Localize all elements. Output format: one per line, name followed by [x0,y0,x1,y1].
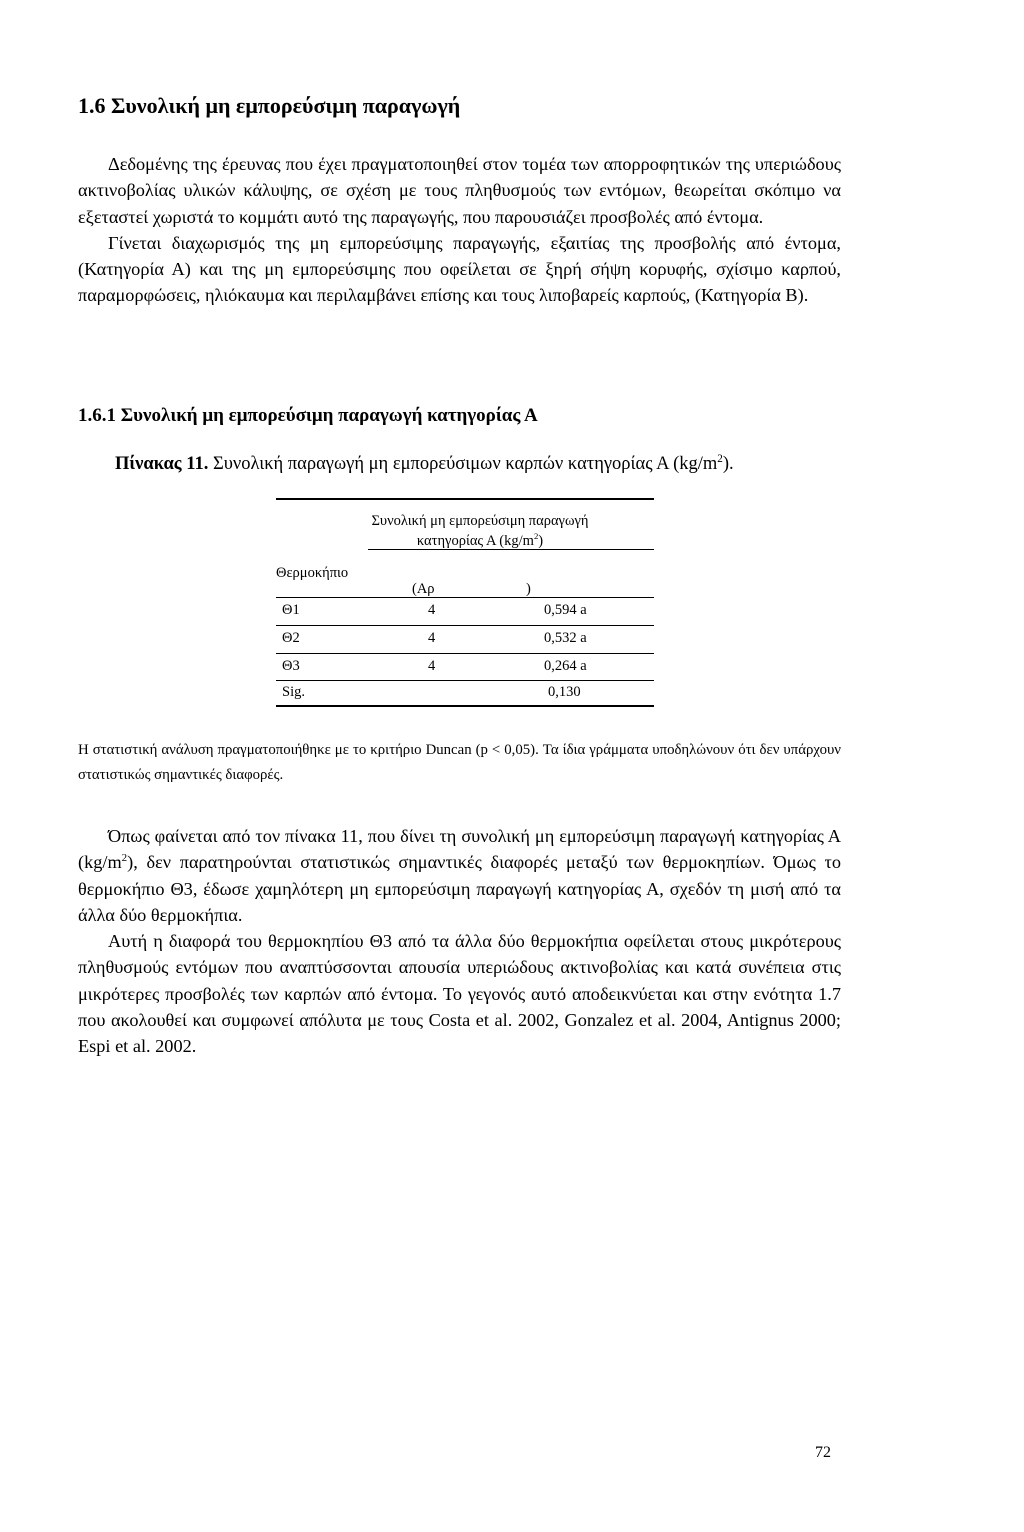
table-caption-sup: 2 [717,452,723,465]
table-caption-end: ). [722,454,734,474]
table-caption [115,452,734,474]
table-row-rule [276,625,654,626]
table-caption-label: Πίνακας 11. [115,454,209,474]
table-top-rule [276,498,654,500]
page-number: 72 [815,1444,831,1461]
table-row-value: 0,532 a [544,630,587,646]
intro-paragraph-1: Δεδομένης της έρευνας που έχει πραγματοποιηθεί στον τομέα των απορροφητικών της υπεριώδους ακτινοβολίας υλικών κάλυψης, σε σχέση με τους πληθυσμούς των εντόμων, θεωρείται σκόπιμο να εξεταστεί χωριστά το κομμάτι αυτό της παραγωγής, που παρουσιάζει προσβολές από έντομα. [78,154,841,227]
table-row-value: 0,594 a [544,602,587,618]
discussion-p1-end: ), δεν παρατηρούνται στατιστικώς σημαντικές διαφορές μεταξύ των θερμοκηπίων. Όμως το θερμοκήπιο Θ3, έδωσε χαμηλότερη μη εμπορεύσιμη παραγωγή κατηγορίας Α, σχεδόν τη μισή από τα άλλα δύο θερμοκήπια. [78,852,841,925]
table-bottom-rule [276,705,654,707]
table-row-header: Θερμοκήπιο [276,565,349,581]
table-row-rule [276,653,654,654]
table-header-line2-text: κατηγορίας Α (kg/m [416,533,534,549]
results-table [276,498,654,708]
table-header-line1: Συνολική μη εμπορεύσιμη παραγωγή [371,513,589,529]
table-row-value: 0,264 a [544,658,587,674]
table-row-label: Θ2 [282,630,300,646]
table-header-sup: 2 [533,531,539,542]
discussion-paragraph-1 [78,823,841,928]
table-sig-label: Sig. [282,684,305,700]
table-row-n: 4 [428,630,436,646]
table-header-line2 [306,531,654,549]
intro-text [78,151,841,309]
discussion-p1-sup: 2 [121,852,128,865]
subsection-title: 1.6.1 Συνολική μη εμπορεύσιμη παραγωγή κατηγορίας Α [78,405,538,426]
discussion-p1-text: Όπως φαίνεται από τον πίνακα 11, που δίνει τη συνολική μη εμπορεύσιμη παραγωγή κατηγορίας Α (kg/m [78,826,841,873]
table-row-label: Θ3 [282,658,300,674]
table-sig-value: 0,130 [548,684,581,700]
table-header-rule [368,549,654,550]
table-row-n: 4 [428,602,436,618]
table-row-rule [276,680,654,681]
table-row-n: 4 [428,658,436,674]
table-n-header-close: ) [526,581,531,597]
table-header-line2-end: ) [538,533,544,549]
table-n-header: (Αρ [412,581,435,597]
discussion-text [78,823,841,1060]
section-title: 1.6 Συνολική μη εμπορεύσιμη παραγωγή [78,93,461,118]
table-subheader-rule [276,597,654,598]
table-caption-text: Συνολική παραγωγή μη εμπορεύσιμων καρπών κατηγορίας Α (kg/m [212,454,718,474]
statistics-note: Η στατιστική ανάλυση πραγματοποιήθηκε με το κριτήριο Duncan (p < 0,05). Τα ίδια γράμματα υποδηλώνουν ότι δεν υπάρχουν στατιστικώς σημαντικές διαφορές. [78,742,841,783]
intro-paragraph-2: Γίνεται διαχωρισμός της μη εμπορεύσιμης παραγωγής, εξαιτίας της προσβολής από έντομα, (Κατηγορία Α) και της μη εμπορεύσιμης που οφείλεται σε ξηρή σήψη κορυφής, σχίσιμο καρπού, παραμορφώσεις, ηλιόκαυμα και περιλαμβάνει επίσης και τους λιποβαρείς καρπούς, (Κατηγορία Β). [78,232,841,306]
table-row-label: Θ1 [282,602,300,618]
discussion-paragraph-2: Αυτή η διαφορά του θερμοκηπίου Θ3 από τα άλλα δύο θερμοκήπια οφείλεται στους μικρότερους πληθυσμούς εντόμων που αναπτύσσονται απουσία υπεριώδους ακτινοβολίας και κατά συνέπεια στις μικρότερες προσβολές των καρπών από έντομα. Το γεγονός αυτό αποδεικνύεται και στην ενότητα 1.7 που ακολουθεί και συμφωνεί απόλυτα με τους Costa et al. 2002, Gonzalez et al. 2004, Antignus 2000; Espi et al. 2002. [78,931,841,1057]
